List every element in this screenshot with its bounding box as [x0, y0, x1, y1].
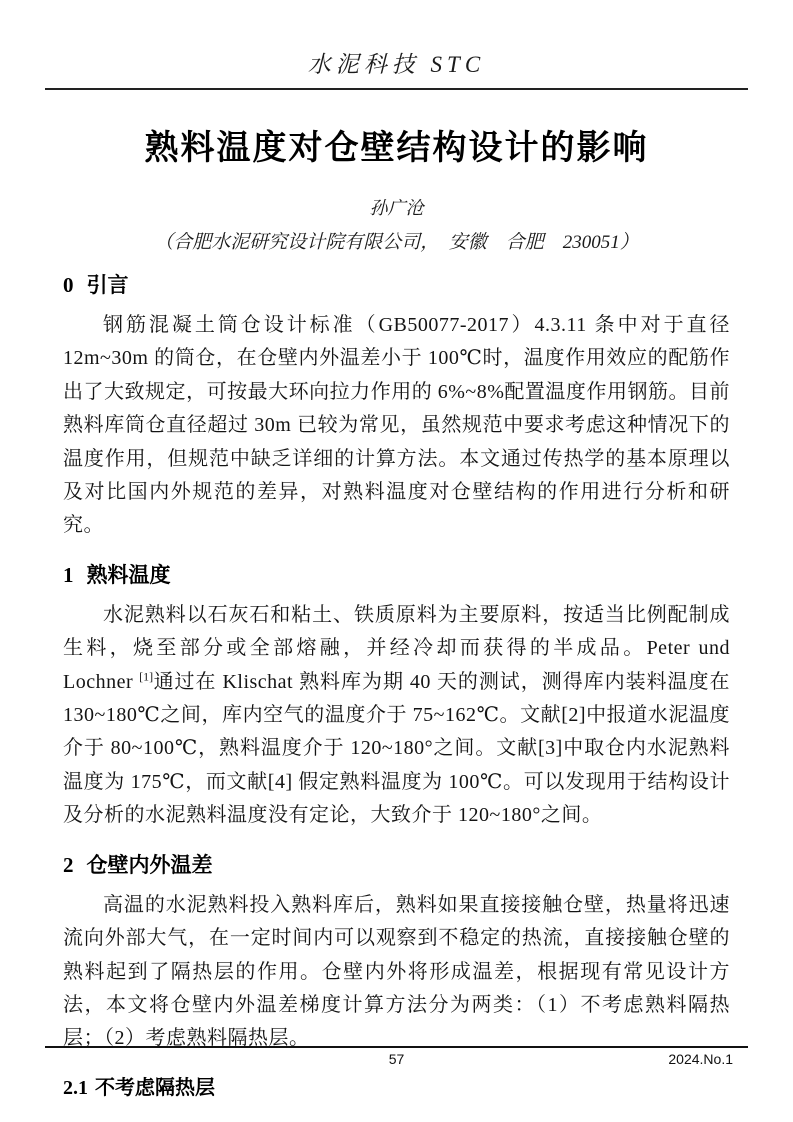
- paragraph-text: 钢筋混凝土筒仓设计标准（GB50077-2017）4.3.11 条中对于直径 12m~30m 的筒仓，在仓壁内外温差小于 100℃时，温度作用效应的配筋作出了大致规定，可按最大环向拉力作用的 6%~8%配置温度作用钢筋。目前熟料库筒仓直径超过 30m 已较为常见，虽然规范中要求考虑这种情况下的温度作用，但规范中缺乏详细的计算方法。本文通过传热学的基本原理以及对比国内外规范的差异，对熟料温度对仓壁结构的作用进行分析和研究。: [63, 314, 730, 537]
- article-affiliation: （合肥水泥研究设计院有限公司， 安徽 合肥 230051）: [154, 232, 639, 253]
- section-number: 2.1: [63, 1076, 88, 1099]
- article-author: 孙广沧: [369, 198, 424, 218]
- section-number: 1: [63, 562, 74, 587]
- article-body: [0, 126, 793, 1102]
- page-number: 57: [388, 1051, 405, 1067]
- page-footer: [0, 1046, 793, 1069]
- section-number: 0: [63, 273, 74, 297]
- article-title: 熟料温度对仓壁结构设计的影响: [144, 129, 649, 167]
- paragraph: [63, 599, 730, 833]
- footer-divider: [45, 1046, 748, 1048]
- journal-title: 水泥科技 STC: [307, 52, 486, 77]
- section-title: 不考虑隔热层: [95, 1076, 215, 1099]
- paragraph: [63, 309, 730, 543]
- paragraph-text: 高温的水泥熟料投入熟料库后，熟料如果直接接触仓壁，热量将迅速流向外部大气，在一定时间内可以观察到不稳定的热流，直接接触仓壁的熟料起到了隔热层的作用。仓壁内外将形成温差，根据现有常见设计方法，本文将仓壁内外温差梯度计算方法分为两类：（1）不考虑熟料隔热层；（2）考虑熟料隔热层。: [63, 893, 730, 1050]
- section-title: 熟料温度: [86, 563, 171, 587]
- section-heading-no-insulation-layer: [63, 1074, 730, 1102]
- section-heading-introduction: [63, 271, 730, 300]
- footer-row: [60, 1051, 733, 1069]
- section-title: 仓壁内外温差: [86, 853, 213, 877]
- section-heading-wall-temperature-difference: [63, 851, 730, 880]
- sections-container: [63, 271, 730, 1102]
- issue-label: 2024.No.1: [668, 1051, 733, 1067]
- paragraph-text: 水泥熟料以石灰石和粘土、铁质原料为主要原料，按适当比例配制成生料，烧至部分或全部熔融，并经冷却而获得的半成品。Peter und Lochner: [63, 603, 730, 693]
- section-heading-clinker-temperature: [63, 561, 730, 590]
- section-number: 2: [63, 852, 74, 877]
- page-header: [0, 0, 793, 90]
- section-title: 引言: [86, 274, 129, 297]
- paragraph-text: 通过在 Klischat 熟料库为期 40 天的测试，测得库内装料温度在 130~180℃之间，库内空气的温度介于 75~162℃。文献[2]中报道水泥温度介于 80~100℃，熟料温度介于 120~180°之间。文献[3]中取仓内水泥熟料温度为 175℃，而文献[4] 假定熟料温度为 100℃。可以发现用于结构设计及分析的水泥熟料温度没有定论，大致介于 120~180°之间。: [63, 670, 730, 827]
- paragraph: [63, 889, 730, 1056]
- header-divider: [45, 88, 748, 90]
- citation-superscript: [1]: [139, 669, 154, 683]
